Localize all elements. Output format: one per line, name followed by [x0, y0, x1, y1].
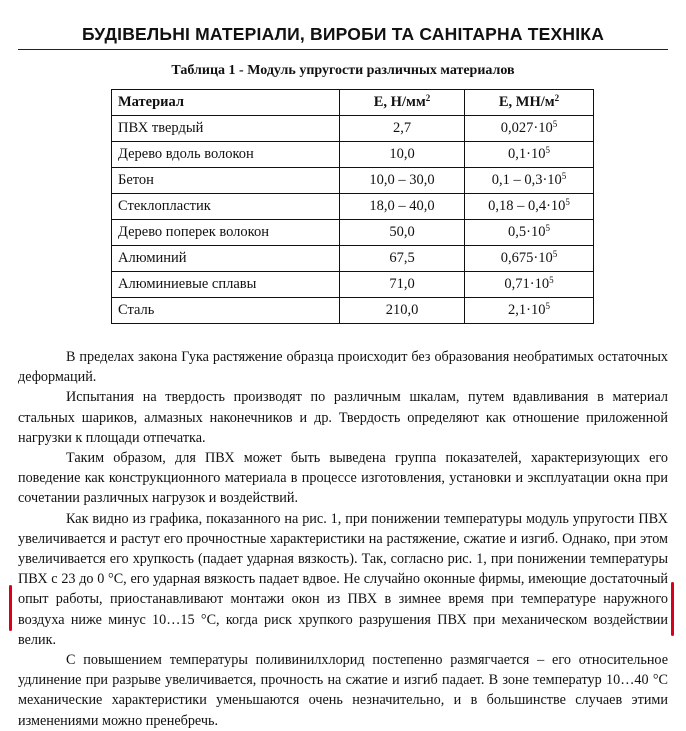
table-row [112, 168, 594, 194]
cell-e-mn-m2: $0,18 - 0,4\cdot 10^5$ [465, 194, 594, 220]
cell-e-n-mm2: 10,0 – 30,0 [340, 168, 465, 194]
table-row [112, 220, 594, 246]
red-annotation-bracket-left [9, 585, 12, 631]
cell-e-mn-m2: $0,71\cdot 10^5$ [465, 272, 594, 298]
body-text [18, 347, 668, 731]
cell-material: Алюминиевые сплавы [112, 272, 340, 298]
cell-material: Алюминий [112, 246, 340, 272]
table-row [112, 194, 594, 220]
red-annotation-bracket-right [671, 582, 674, 636]
cell-material: Дерево вдоль волокон [112, 142, 340, 168]
paragraph-temperature-effect: Как видно из графика, показанного на рис. 1, при понижении температуры модуль упругости ПВХ увеличивается и растут его прочностные характеристики на растяжение, сжатие и изгиб. Однако, при этом увеличивается его хрупкость (падает ударная вязкость). Так, согласно рис. 1, при понижении температуры ПВХ с 23 до 0 °С, его ударная вязкость падает вдвое. Не случайно оконные фирмы, имеющие достаточный опыт работы, приостанавливают монтажи окон из ПВХ в зимнее время при температуре наружного воздуха ниже минус 10…15 °С, когда риск хрупкого разрушения ПВХ при механическом воздействии велик. [18, 510, 668, 648]
cell-material: Стеклопластик [112, 194, 340, 220]
table-header-row [112, 90, 594, 116]
cell-material: Бетон [112, 168, 340, 194]
page-header-title: БУДІВЕЛЬНІ МАТЕРІАЛИ, ВИРОБИ ТА САНІТАРНА ТЕХНІКА [81, 24, 605, 44]
paragraph-hardness-tests: Испытания на твердость производят по различным шкалам, путем вдавливания в материал стальных шариков, алмазных наконечников и др. Твердость определяют как отношение приложенной нагрузки к площади отпечатка. [18, 389, 668, 446]
cell-e-mn-m2: $0,1 - 0,3\cdot 10^5$ [465, 168, 594, 194]
paragraph-hooke-law: В пределах закона Гука растяжение образца происходит без образования необратимых остаточных деформаций. [18, 349, 668, 386]
materials-table [111, 89, 594, 324]
table-row [112, 272, 594, 298]
table-caption: Таблица 1 - Модуль упругости различных материалов [171, 63, 515, 78]
cell-e-n-mm2: 50,0 [340, 220, 465, 246]
cell-material: Дерево поперек волокон [112, 220, 340, 246]
cell-e-mn-m2: $2,1\cdot 10^5$ [465, 298, 594, 324]
column-header-material: Материал [112, 90, 340, 116]
table-row [112, 116, 594, 142]
paragraph-softening: С повышением температуры поливинилхлорид постепенно размягчается – его относительное удлинение при разрыве увеличивается, прочность на сжатие и изгиб падает. В зоне температур 10…40 °С механические характеристики уменьшаются очень незначительно, и в большинстве случаев этими изменениями можно пренебречь. [18, 652, 668, 729]
cell-e-n-mm2: 2,7 [340, 116, 465, 142]
table-row [112, 142, 594, 168]
paragraph-pvc-properties: Таким образом, для ПВХ может быть выведена группа показателей, характеризующих его поведение как конструкционного материала в процессе изготовления, установки и эксплуатации окна при сочетании различных нагрузок и воздействий. [18, 450, 668, 507]
cell-material: ПВХ твердый [112, 116, 340, 142]
cell-e-mn-m2: $0,675\cdot 10^5$ [465, 246, 594, 272]
cell-e-n-mm2: 18,0 – 40,0 [340, 194, 465, 220]
table-row [112, 298, 594, 324]
cell-e-mn-m2: $0,1\cdot 10^5$ [465, 142, 594, 168]
column-header-e-n-mm2: Е, $Н/мм^2$ [340, 90, 465, 116]
cell-e-n-mm2: 67,5 [340, 246, 465, 272]
cell-e-mn-m2: $0,5\cdot 10^5$ [465, 220, 594, 246]
column-header-e-mn-m2: Е, $МН/м^2$ [465, 90, 594, 116]
cell-e-mn-m2: $0,027\cdot 10^5$ [465, 116, 594, 142]
cell-e-n-mm2: 10,0 [340, 142, 465, 168]
table-row [112, 246, 594, 272]
cell-material: Сталь [112, 298, 340, 324]
header-divider [18, 49, 668, 50]
cell-e-n-mm2: 210,0 [340, 298, 465, 324]
cell-e-n-mm2: 71,0 [340, 272, 465, 298]
